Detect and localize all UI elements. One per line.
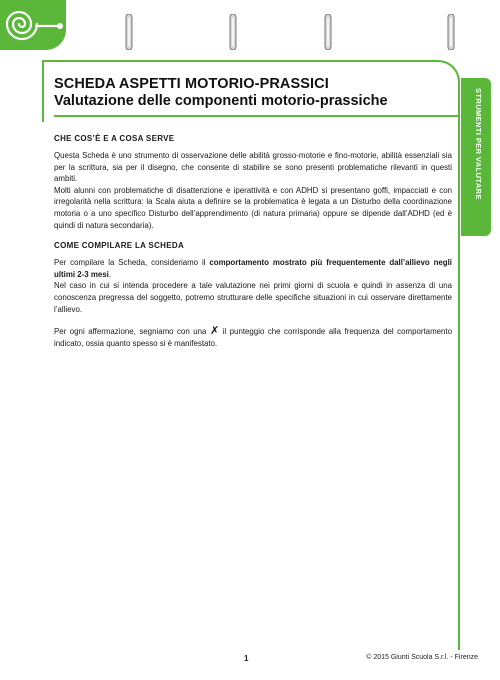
section1-paragraph-2: Molti alunni con problematiche di disattenzione e iperattività e con ADHD si presentano goffi, impacciati e con irregolarità nella scrittura: la Scala aiuta a definire se la problematica è legata a un Disturbo della coordinazione motoria o a uno specifico Disturbo dell’apprendimento (di natura primaria) oppure se dipende dall’ADHD (ed è quindi di natura secondaria). bbox=[54, 185, 452, 230]
cross-mark-icon: ✗ bbox=[209, 325, 220, 338]
binder-ring-icon bbox=[323, 14, 333, 55]
spiral-logo-icon bbox=[0, 0, 66, 50]
page-subtitle: Valutazione delle componenti motorio-prassiche bbox=[54, 93, 388, 109]
section2-paragraph-3 bbox=[54, 326, 452, 349]
title-divider bbox=[54, 115, 458, 117]
side-tab-label: STRUMENTI PER VALUTARE bbox=[474, 88, 483, 200]
card-left-border bbox=[42, 60, 44, 122]
section2-p1-end: . bbox=[108, 269, 112, 279]
page-number: 1 bbox=[244, 654, 249, 663]
section2-p1-start: Per compilare la Scheda, consideriamo il bbox=[54, 258, 210, 268]
section-heading-what: CHE COS’È E A COSA SERVE bbox=[54, 134, 175, 143]
section2-p1-bold: comportamento mostrato più frequentemente dall’allievo negli ultimi 2-3 mesi bbox=[54, 258, 452, 279]
binder-ring-icon bbox=[228, 14, 238, 55]
section-heading-how: COME COMPILARE LA SCHEDA bbox=[54, 241, 185, 251]
section2-p3-start: Per ogni affermazione, segniamo con una bbox=[54, 327, 210, 337]
section2-p3-end: il punteggio che corrisponde alla frequenza del comportamento indicato, ossia quanto spesso si è manifestato. bbox=[54, 327, 452, 348]
section2-paragraph-1 bbox=[54, 257, 452, 280]
title-block bbox=[54, 76, 454, 110]
copyright-notice: © 2015 Giunti Scuola S.r.l. - Firenze bbox=[366, 654, 478, 661]
section1-paragraph-1: Questa Scheda è uno strumento di osservazione delle abilità grosso-motorie e fino-motorie, abilità essenziali sia per la scrittura, sia per il disegno, che consente di stabilire se sono presenti problematiche rilevanti in questi ambiti. bbox=[54, 151, 452, 184]
binder-ring-icon bbox=[124, 14, 134, 55]
page-title: SCHEDA ASPETTI MOTORIO-PRASSICI bbox=[54, 76, 329, 92]
binder-ring-icon bbox=[446, 14, 456, 55]
section2-paragraph-2: Nel caso in cui si intenda procedere a tale valutazione nei primi giorni di scuola e quindi in assenza di una conoscenza pregressa del soggetto, potremo strutturare delle specifiche situazioni in cui osservare direttamente l’allievo. bbox=[54, 281, 452, 314]
main-content bbox=[54, 133, 452, 349]
